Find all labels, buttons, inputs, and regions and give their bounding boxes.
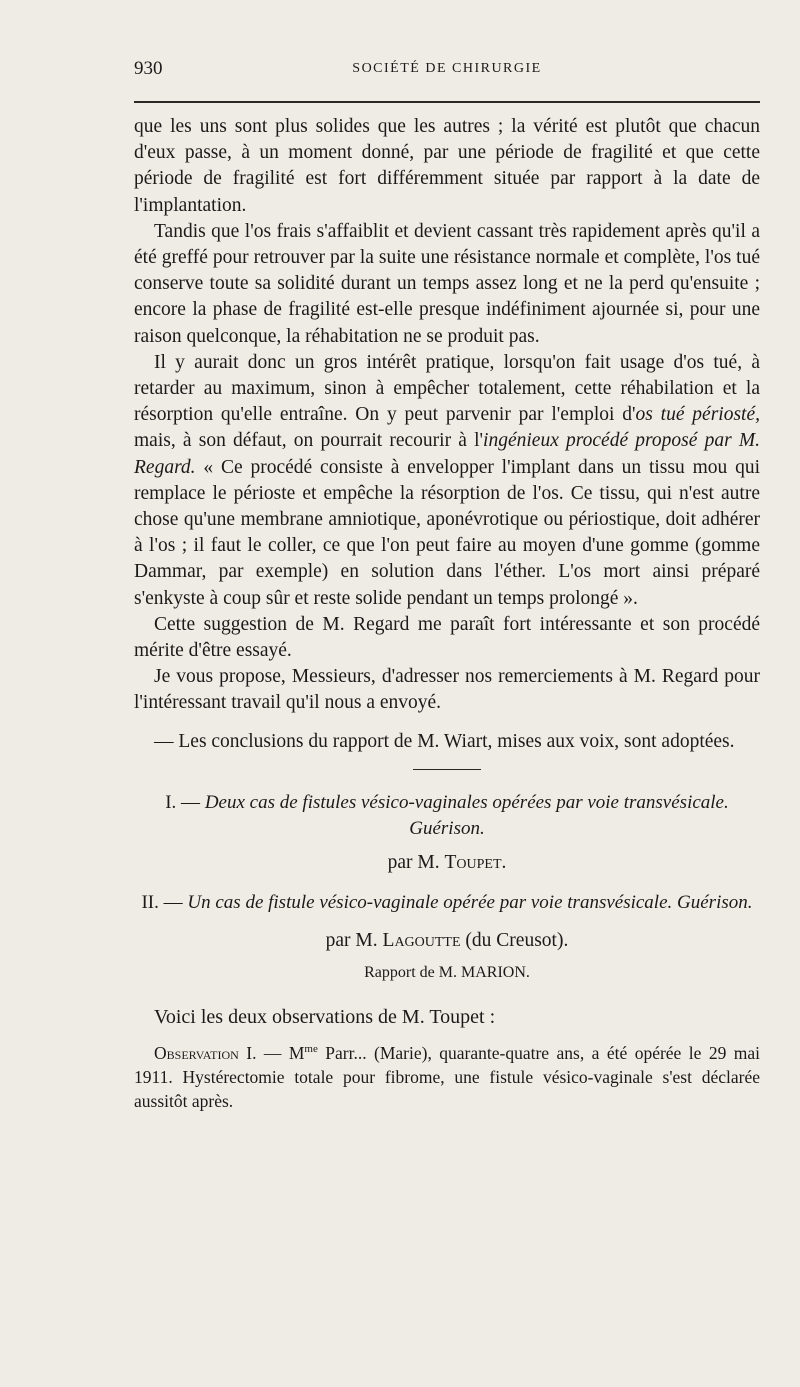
paragraph-2: Tandis que l'os frais s'affaiblit et devient cassant très rapidement après qu'il a été greffé pour retrouver par la suite une résistance normale et complète, l'os tué conserve toute sa solidité durant un temps assez long et ne la perd qu'ensuite ; encore la phase de fragilité est-elle presque indéfiniment ajournée si, pour une raison quelconque, la réhabitation ne se produit pas. (134, 220, 760, 347)
observation-1 (134, 1041, 760, 1113)
paragraph-3-part-e: « Ce procédé consiste à envelopper l'implant dans un tissu mou qui remplace le périoste et empêche la résorption de l'os. Ce tissu, qui n'est autre chose qu'une membrane amniotique, aponévrotique ou périostique, doit adhérer à l'os ; il faut le coller, ce que l'on peut faire au moyen d'une gomme (gomme Dammar, par exemple) en solution dans l'éther. L'os mort ainsi préparé s'enkyste à coup sûr et reste solide pendant un temps prolongé ». (134, 456, 760, 609)
intro-observations: Voici les deux observations de M. Toupet : (154, 1006, 496, 1029)
communication-1-number: I. — (165, 791, 205, 813)
byline-prefix: par M. (387, 851, 445, 873)
communication-1-byline (134, 850, 760, 876)
paragraph-6: — Les conclusions du rapport de M. Wiart, mises aux voix, sont adoptées. (154, 730, 735, 752)
byline-prefix: par M. (325, 930, 383, 952)
communication-2-title (134, 890, 760, 916)
byline-suffix: (du Creusot). (460, 930, 569, 952)
observation-label: Observation I. (154, 1042, 257, 1063)
page-number: 930 (134, 58, 163, 79)
byline-suffix: . (501, 851, 507, 873)
paragraph-3-italic-1: os tué périosté, (635, 404, 760, 426)
communication-2-title-text: Un cas de fistule vésico-vaginale opérée par voie transvésicale. Guérison. (187, 892, 753, 914)
page-body (134, 114, 760, 1113)
observation-text: Parr... (Marie), quarante-quatre ans, a été opérée le 29 mai 1911. Hystérectomie totale pour fibrome, une fistule vésico-vaginale s'est déclarée aussitôt après. (134, 1042, 760, 1111)
observation-superscript: me (304, 1042, 318, 1055)
header-rule (134, 101, 760, 103)
paragraph-4: Cette suggestion de M. Regard me paraît fort intéressante et son procédé mérite d'être essayé. (134, 613, 760, 662)
observation-dash: — M (256, 1042, 305, 1063)
paragraph-5: Je vous propose, Messieurs, d'adresser nos remerciements à M. Regard pour l'intéressant travail qu'il nous a envoyé. (134, 666, 760, 714)
paragraph-1: que les uns sont plus solides que les autres ; la vérité est plutôt que chacun d'eux passe, à un moment donné, par une période de fragilité et que cette période de fragilité est fort différemment située par rapport à la date de l'implantation. (134, 116, 760, 216)
paragraph-3-part-c: mais, à son défaut, on pourrait recourir à l' (134, 430, 484, 452)
communication-1-title (134, 790, 760, 842)
communication-1-author: Toupet (444, 851, 502, 873)
rapport-line: Rapport de M. MARION. (364, 964, 530, 982)
running-head: SOCIÉTÉ DE CHIRURGIE (352, 61, 542, 76)
communication-1-title-text: Deux cas de fistules vésico-vaginales opérées par voie transvésicale. Guérison. (204, 791, 729, 839)
communication-2-author: Lagoutte (382, 930, 461, 952)
section-divider (413, 769, 481, 770)
paragraph-3-part-a: Il y aurait donc un gros intérêt pratique, lorsqu'on fait usage d'os tué, à retarder au maximum, sinon à empêcher totalement, cette réhabilation et la résorption qu'elle entraîne. On y peut parvenir par l'emploi d' (134, 351, 760, 426)
communication-2-byline (134, 928, 760, 954)
communication-2-number: II. — (141, 892, 188, 914)
paragraph-3 (134, 350, 760, 612)
page-header (134, 58, 760, 84)
paragraph-3-italic-2: ingénieux procédé proposé par M. Regard. (134, 430, 760, 478)
